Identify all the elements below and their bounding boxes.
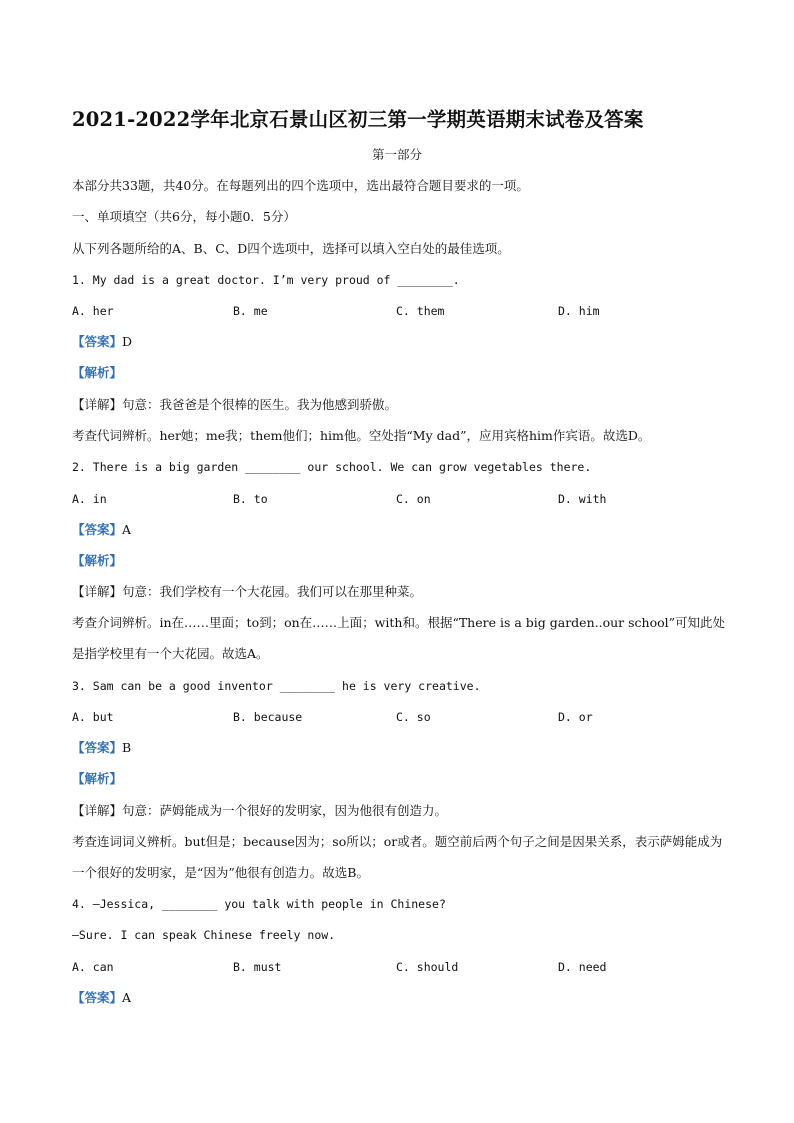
detail-text: 句意：萨姆能成为一个很好的发明家，因为他很有创造力。 bbox=[122, 803, 448, 818]
detail-line bbox=[72, 802, 732, 820]
option-c: C. should bbox=[396, 960, 459, 974]
answer-value: A bbox=[122, 522, 132, 537]
option-b: B. to bbox=[233, 492, 268, 506]
option-b: B. because bbox=[233, 710, 303, 724]
detail-text: 句意：我们学校有一个大花园。我们可以在那里种菜。 bbox=[122, 584, 423, 599]
explanation-text: 考查介词辨析。in在……里面；to到；on在……上面；with和。根据“There is a big garden..our school”可知此处是指学校里有一个大花园。故选A。 bbox=[72, 615, 726, 661]
question-stem: 1. My dad is a great doctor. I’m very proud of ________. bbox=[72, 273, 460, 287]
answer-label: 【答案】 bbox=[72, 740, 123, 755]
option-a: A. in bbox=[72, 492, 107, 506]
detail-line bbox=[72, 396, 732, 414]
answer-line bbox=[72, 739, 732, 757]
part-heading: 第一部分 bbox=[371, 147, 422, 162]
detail-label: 【详解】 bbox=[72, 584, 123, 599]
analysis-line bbox=[72, 770, 732, 788]
section-heading: 一、单项填空（共6分，每小题0．5分） bbox=[72, 209, 296, 224]
option-c: C. on bbox=[396, 492, 431, 506]
detail-text: 句意：我爸爸是个很棒的医生。我为他感到骄傲。 bbox=[122, 397, 398, 412]
answer-value: D bbox=[122, 334, 133, 349]
analysis-label: 【解析】 bbox=[72, 771, 123, 786]
option-d: D. or bbox=[558, 710, 593, 724]
question-response: —Sure. I can speak Chinese freely now. bbox=[72, 928, 336, 942]
detail-label: 【详解】 bbox=[72, 803, 123, 818]
analysis-line bbox=[72, 552, 732, 570]
question-stem: 3. Sam can be a good inventor ________ he is very creative. bbox=[72, 679, 481, 693]
answer-line bbox=[72, 521, 732, 539]
answer-label: 【答案】 bbox=[72, 334, 123, 349]
answer-value: A bbox=[122, 990, 132, 1005]
option-d: D. with bbox=[558, 492, 607, 506]
question-stem: 2. There is a big garden ________ our school. We can grow vegetables there. bbox=[72, 460, 592, 474]
explanation-text: 考查连词词义辨析。but但是；because因为；so所以；or或者。题空前后两个句子之间是因果关系，表示萨姆能成为一个很好的发明家，是“因为”他很有创造力。故选B。 bbox=[72, 834, 723, 880]
option-b: B. must bbox=[233, 960, 282, 974]
document-title: 2021-2022学年北京石景山区初三第一学期英语期末试卷及答案 bbox=[72, 108, 644, 131]
answer-label: 【答案】 bbox=[72, 990, 123, 1005]
option-c: C. them bbox=[396, 304, 445, 318]
options-row bbox=[72, 708, 732, 726]
instruction-text: 从下列各题所给的A、B、C、D四个选项中，选择可以填入空白处的最佳选项。 bbox=[72, 241, 510, 256]
option-a: A. her bbox=[72, 304, 114, 318]
intro-text: 本部分共33题，共40分。在每题列出的四个选项中，选出最符合题目要求的一项。 bbox=[72, 178, 529, 193]
options-row bbox=[72, 302, 732, 320]
option-d: D. need bbox=[558, 960, 607, 974]
answer-value: B bbox=[122, 740, 132, 755]
answer-line bbox=[72, 989, 732, 1007]
option-b: B. me bbox=[233, 304, 268, 318]
analysis-line bbox=[72, 364, 732, 382]
question-stem: 4. —Jessica, ________ you talk with people in Chinese? bbox=[72, 897, 446, 911]
option-a: A. can bbox=[72, 960, 114, 974]
detail-label: 【详解】 bbox=[72, 397, 123, 412]
option-d: D. him bbox=[558, 304, 600, 318]
options-row bbox=[72, 958, 732, 976]
options-row bbox=[72, 490, 732, 508]
analysis-label: 【解析】 bbox=[72, 365, 123, 380]
detail-line bbox=[72, 583, 732, 601]
option-c: C. so bbox=[396, 710, 431, 724]
analysis-label: 【解析】 bbox=[72, 553, 123, 568]
answer-label: 【答案】 bbox=[72, 522, 123, 537]
explanation-text: 考查代词辨析。her她；me我；them他们；him他。空处指“My dad”，应用宾格him作宾语。故选D。 bbox=[72, 428, 651, 443]
answer-line bbox=[72, 333, 732, 351]
option-a: A. but bbox=[72, 710, 114, 724]
